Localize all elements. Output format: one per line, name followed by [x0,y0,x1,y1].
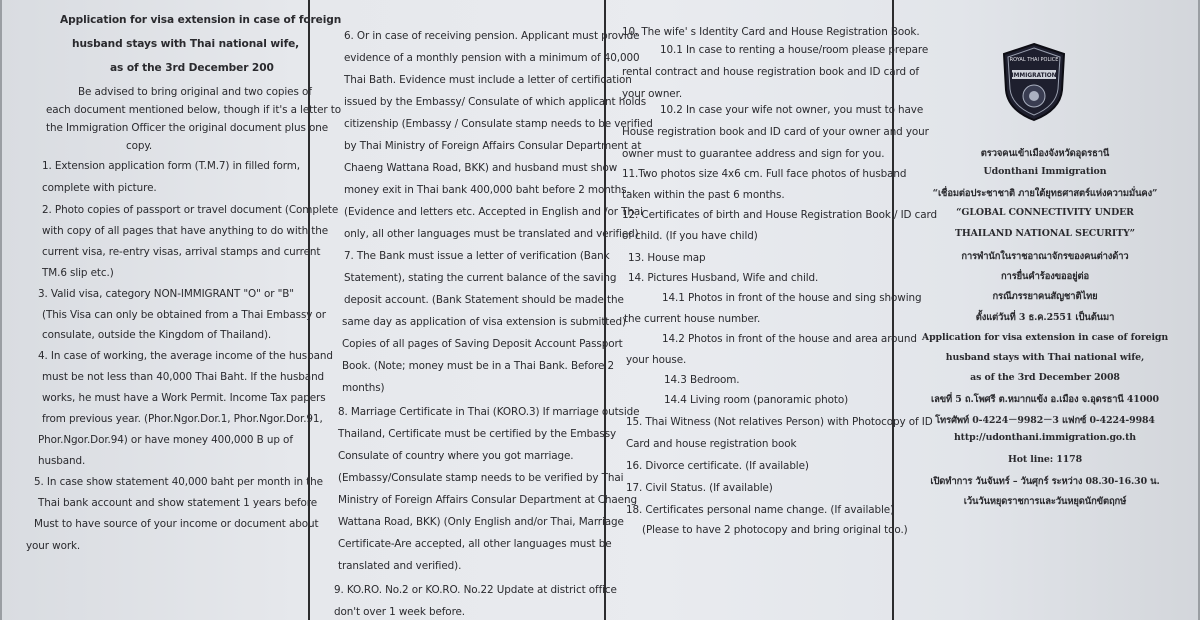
text-line: current visa, re-entry visas, arrival stamps and current [42,246,321,258]
text-line: consulate, outside the Kingdom of Thailand). [42,329,272,341]
list-item: 3. Valid visa, category NON-IMMIGRANT "O" or "B" [38,288,294,300]
list-item: 6. Or in case of receiving pension. Applicant must provide [344,30,640,42]
thai-heading: การพำนักในราชอาณาจักรของคนต่างด้าว [961,251,1129,262]
text-line: copy. [126,140,153,152]
visa-extension-leaflet [2,0,1198,620]
list-item: 10. The wife' s Identity Card and House Registration Book. [622,26,920,38]
badge-immigration-label: IMMIGRATION [1011,73,1057,79]
english-heading: as of the 3rd December 2008 [970,372,1120,383]
text-line: your house. [626,354,687,366]
text-line: owner must to guarantee address and sign for you. [622,148,885,160]
text-line: (This Visa can only be obtained from a Thai Embassy or [42,309,326,321]
address: เลขที่ 5 ถ.โพศรี ต.หมากแข้ง อ.เมือง จ.อุดรธานี 41000 [931,394,1159,405]
text-line: Phor.Ngor.Dor.94) or have money 400,000 B up of [38,434,293,446]
slogan-thai: “เชื่อมต่อประชาชาติ ภายใต้ยุทธศาสตร์แห่งความมั่นคง” [932,188,1158,199]
text-line: (Please to have 2 photocopy and bring original too.) [642,524,908,536]
text-line: 14.4 Living room (panoramic photo) [664,394,849,406]
column-4 [900,0,1190,620]
text-line: taken within the past 6 months. [622,189,785,201]
list-item: 1. Extension application form (T.M.7) in filled form, [42,160,300,172]
hotline: Hot line: 1178 [1007,454,1083,465]
text-line: 14.3 Bedroom. [664,374,740,386]
text-line: Certificate-Are accepted, all other languages must be [338,538,612,550]
english-heading: husband stays with Thai national wife, [945,352,1145,363]
text-line: 14.2 Photos in front of the house and area around [662,333,917,345]
text-line: Book. (Note; money must be in a Thai Bank. Before 2 [342,360,615,372]
text-line: Copies of all pages of Saving Deposit Account Passport [342,338,623,350]
text-line: (Embassy/Consulate stamp needs to be verified by Thai [338,472,624,484]
text-line: Card and house registration book [626,438,797,450]
text-line: only, all other languages must be translated and verified) [344,228,639,240]
text-line: Thailand, Certificate must be certified by the Embassy [338,428,617,440]
thai-heading: ตั้งแต่วันที่ 3 ธ.ค.2551 เป็นต้นมา [975,312,1115,323]
slogan-english: THAILAND NATIONAL SECURITY” [955,228,1135,239]
text-line: your owner. [622,88,683,100]
text-line: with copy of all pages that have anything to do with the [42,225,329,237]
english-heading: Application for visa extension in case of foreign [921,332,1169,343]
text-line: evidence of a monthly pension with a minimum of 40,000 [344,52,640,64]
list-item: 17. Civil Status. (If available) [626,482,773,494]
website: http://udonthani.immigration.go.th [953,432,1137,443]
text-line: same day as application of visa extension is submitted) [342,316,627,328]
thai-heading: กรณีภรรยาคนสัญชาติไทย [992,291,1098,302]
text-line: citizenship (Embassy / Consulate stamp needs to be verified [344,118,653,130]
text-line: Ministry of Foreign Affairs Consular Department at Chaeng [338,494,637,506]
text-line: 10.1 In case to renting a house/room please prepare [660,44,929,56]
heading-line: Application for visa extension in case of foreign [60,14,342,26]
text-line: the Immigration Officer the original document plus one [46,122,328,134]
text-line: Thai Bath. Evidence must include a letter of certification [344,74,632,86]
list-item: 18. Certificates personal name change. (If available) [626,504,895,516]
list-item: 12. Certificates of birth and House Registration Book / ID card [622,209,938,221]
text-line: Thai bank account and show statement 1 years before [38,497,318,509]
text-line: issued by the Embassy/ Consulate of which applicant holds [344,96,647,108]
opening-hours: เปิดทำการ วันจันทร์ – วันศุกร์ ระหว่าง 08.30-16.30 น. [930,476,1160,487]
text-line: Be advised to bring original and two copies of [78,86,312,98]
text-line: each document mentioned below, though if it's a letter to [46,104,341,116]
list-item: 7. The Bank must issue a letter of verification (Bank [344,250,610,262]
heading-line: husband stays with Thai national wife, [72,38,300,50]
text-line: Wattana Road, BKK) (Only English and/or Thai, Marriage [338,516,624,528]
list-item: 14. Pictures Husband, Wife and child. [628,272,819,284]
text-line: money exit in Thai bank 400,000 baht before 2 months. [344,184,630,196]
list-item: 2. Photo copies of passport or travel document (Complete [42,204,339,216]
list-item: 5. In case show statement 40,000 baht per month in the [34,476,323,488]
text-line: complete with picture. [42,182,157,194]
list-item: 9. KO.RO. No.2 or KO.RO. No.22 Update at district office [334,584,617,596]
text-line: the current house number. [624,313,761,325]
holiday-note: เว้นวันหยุดราชการและวันหยุดนักขัตฤกษ์ [963,496,1127,507]
badge-top-label: ROYAL THAI POLICE [1009,57,1059,63]
text-line: from previous year. (Phor.Ngor.Dor.1, Phor.Ngor.Dor.91, [42,413,323,425]
list-item: 13. House map [628,252,706,264]
text-line: months) [342,382,385,394]
slogan-english: “GLOBAL CONNECTIVITY UNDER [956,207,1134,218]
text-line: must be not less than 40,000 Thai Baht. If the husband [42,371,325,383]
text-line: by Thai Ministry of Foreign Affairs Consular Department at [344,140,642,152]
list-item: 16. Divorce certificate. (If available) [626,460,809,472]
text-line: Chaeng Wattana Road, BKK) and husband must show [344,162,618,174]
text-line: deposit account. (Bank Statement should be made the [344,294,624,306]
column-3 [608,0,938,620]
text-line: your work. [26,540,81,552]
text-line: rental contract and house registration book and ID card of [622,66,919,78]
list-item: 4. In case of working, the average income of the husband [38,350,333,362]
thai-heading: การยื่นคำร้องขออยู่ต่อ [1000,271,1090,282]
list-item: 15. Thai Witness (Not relatives Person) with Photocopy of ID [626,416,933,428]
text-line: husband. [38,455,86,467]
text-line: don't over 1 week before. [334,606,466,618]
text-line: works, he must have a Work Permit. Income Tax papers [42,392,326,404]
text-line: translated and verified). [338,560,462,572]
list-item: 8. Marriage Certificate in Thai (KORO.3) If marriage outside [338,406,640,418]
column-1 [16,0,342,620]
text-line: (Evidence and letters etc. Accepted in English and /or Thai [344,206,643,218]
text-line: Consulate of country where you got marriage. [338,450,574,462]
text-line: 10.2 In case your wife not owner, you must to have [660,104,924,116]
office-title-thai: ตรวจคนเข้าเมืองจังหวัดอุดรธานี [980,148,1110,159]
text-line: 14.1 Photos in front of the house and sing showing [662,292,922,304]
text-line: TM.6 slip etc.) [42,267,114,279]
list-item: 11.Two photos size 4x6 cm. Full face photos of husband [622,168,907,180]
text-line: Statement), stating the current balance of the saving [344,272,617,284]
text-line: of child. (If you have child) [622,230,758,242]
text-line: Must to have source of your income or document about [34,518,319,530]
phone-fax: โทรศัพท์ 0-4224－9982－3 แฟกซ์ 0-4224-9984 [935,415,1155,426]
heading-line: as of the 3rd December 200 [110,62,274,74]
office-title-english: Udonthani Immigration [983,166,1107,177]
text-line: House registration book and ID card of your owner and your [622,126,929,138]
